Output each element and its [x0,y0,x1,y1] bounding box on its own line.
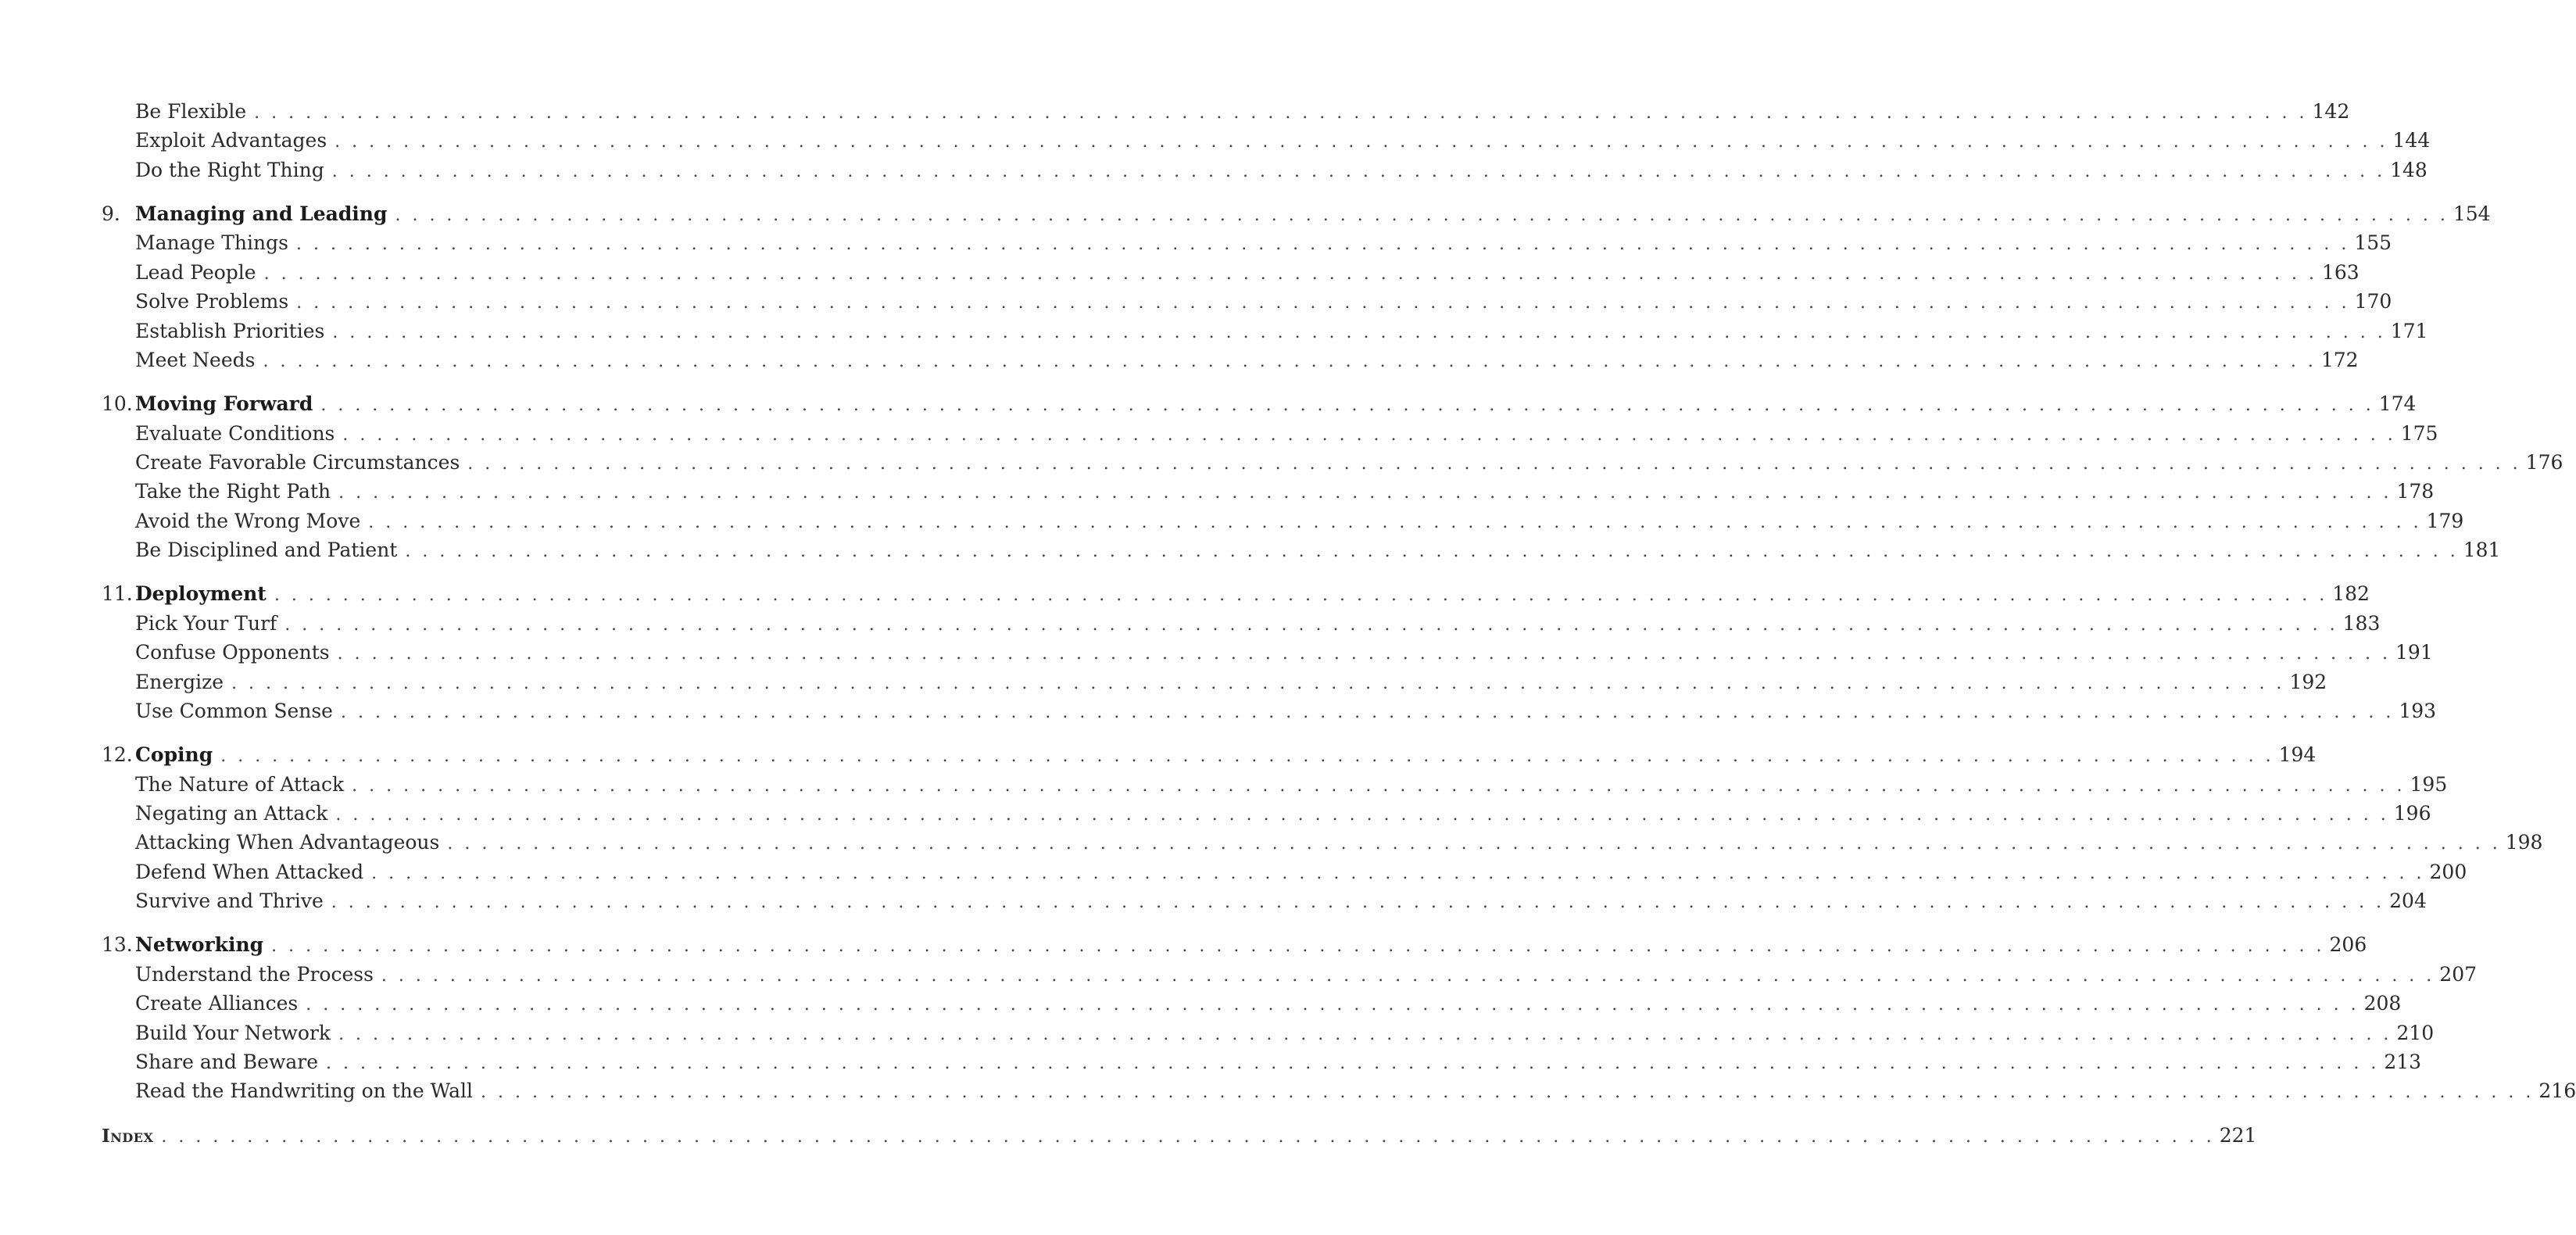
page-number: 193 [2399,700,2437,722]
section-title: Create Favorable Circumstances [135,451,460,474]
toc-section-entry [102,828,2543,857]
page-number: 144 [2392,129,2431,152]
section-title: Establish Priorities [135,320,325,342]
page-number: 204 [2389,890,2427,912]
dot-leader: . . . . . . . . . . . . . . . . . . . . . . . . . . . . . . . . . . . . . . . . . . . . . . . . . . . . . . . . . . . . . . . . . . . . . . . . . . . . . . . . . . . . . . . . . . . . . . . . . . . . . . . . . . . . . . . . . . . . . . . . [263,352,2317,371]
toc-section-entry [102,535,2501,564]
toc-section-entry [102,989,2402,1018]
toc-chapter-entry [102,389,2417,418]
section-title: Create Alliances [135,992,299,1015]
toc-section-entry [102,696,2437,725]
page-number: 195 [2410,773,2448,796]
dot-leader: . . . . . . . . . . . . . . . . . . . . . . . . . . . . . . . . . . . . . . . . . . . . . . . . . . . . . . . . . . . . . . . . . . . . . . . . . . . . . . . . . . . . . . . . . . . . . . . . . . . . . . . . . . . . . . . . . . . . . . . . [161,1127,2215,1147]
toc-section-entry [102,886,2427,915]
page-number: 183 [2342,612,2381,635]
section-title: Avoid the Wrong Move [135,510,361,532]
toc-section-entry [102,419,2438,448]
dot-leader: . . . . . . . . . . . . . . . . . . . . . . . . . . . . . . . . . . . . . . . . . . . . . . . . . . . . . . . . . . . . . . . . . . . . . . . . . . . . . . . . . . . . . . . . . . . . . . . . . . . . . . . . . . . . . . . . . . . . . . . . [342,425,2396,445]
section-title: Take the Right Path [135,480,331,503]
page-number: 210 [2396,1022,2435,1044]
page-number: 154 [2453,202,2491,225]
dot-leader: . . . . . . . . . . . . . . . . . . . . . . . . . . . . . . . . . . . . . . . . . . . . . . . . . . . . . . . . . . . . . . . . . . . . . . . . . . . . . . . . . . . . . . . . . . . . . . . . . . . . . . . . . . . . . . . . . . . . . . . . [335,132,2388,152]
page-number: 208 [2363,992,2402,1015]
toc-section-entry [102,507,2464,535]
section-title: Use Common Sense [135,700,333,722]
toc-chapter-entry [102,199,2491,228]
dot-leader: . . . . . . . . . . . . . . . . . . . . . . . . . . . . . . . . . . . . . . . . . . . . . . . . . . . . . . . . . . . . . . . . . . . . . . . . . . . . . . . . . . . . . . . . . . . . . . . . . . . . . . . . . . . . . . . . . . . . . . . . [337,644,2392,664]
dot-leader: . . . . . . . . . . . . . . . . . . . . . . . . . . . . . . . . . . . . . . . . . . . . . . . . . . . . . . . . . . . . . . . . . . . . . . . . . . . . . . . . . . . . . . . . . . . . . . . . . . . . . . . . . . . . . . . . . . . . . . . . [331,893,2385,912]
section-title: Be Flexible [135,100,247,123]
toc-section-entry [102,126,2431,155]
toc-section-entry [102,770,2448,799]
page-number: 221 [2219,1124,2257,1147]
dot-leader: . . . . . . . . . . . . . . . . . . . . . . . . . . . . . . . . . . . . . . . . . . . . . . . . . . . . . . . . . . . . . . . . . . . . . . . . . . . . . . . . . . . . . . . . . . . . . . . . . . . . . . . . . . . . . . . . . . . . . . . . [231,674,2285,693]
dot-leader: . . . . . . . . . . . . . . . . . . . . . . . . . . . . . . . . . . . . . . . . . . . . . . . . . . . . . . . . . . . . . . . . . . . . . . . . . . . . . . . . . . . . . . . . . . . . . . . . . . . . . . . . . . . . . . . . . . . . . . . . [263,264,2317,284]
toc-section-entry [102,1018,2435,1047]
page-number: 192 [2289,671,2327,693]
dot-leader: . . . . . . . . . . . . . . . . . . . . . . . . . . . . . . . . . . . . . . . . . . . . . . . . . . . . . . . . . . . . . . . . . . . . . . . . . . . . . . . . . . . . . . . . . . . . . . . . . . . . . . . . . . . . . . . . . . . . . . . . [274,585,2328,605]
section-title: Lead People [135,261,256,284]
toc-section-entry [102,97,2350,126]
dot-leader: . . . . . . . . . . . . . . . . . . . . . . . . . . . . . . . . . . . . . . . . . . . . . . . . . . . . . . . . . . . . . . . . . . . . . . . . . . . . . . . . . . . . . . . . . . . . . . . . . . . . . . . . . . . . . . . . . . . . . . . . [405,542,2459,561]
dot-leader: . . . . . . . . . . . . . . . . . . . . . . . . . . . . . . . . . . . . . . . . . . . . . . . . . . . . . . . . . . . . . . . . . . . . . . . . . . . . . . . . . . . . . . . . . . . . . . . . . . . . . . . . . . . . . . . . . . . . . . . . [381,966,2435,986]
dot-leader: . . . . . . . . . . . . . . . . . . . . . . . . . . . . . . . . . . . . . . . . . . . . . . . . . . . . . . . . . . . . . . . . . . . . . . . . . . . . . . . . . . . . . . . . . . . . . . . . . . . . . . . . . . . . . . . . . . . . . . . . [338,1025,2392,1044]
page-number: 213 [2384,1051,2422,1073]
page-number: 174 [2378,392,2417,415]
dot-leader: . . . . . . . . . . . . . . . . . . . . . . . . . . . . . . . . . . . . . . . . . . . . . . . . . . . . . . . . . . . . . . . . . . . . . . . . . . . . . . . . . . . . . . . . . . . . . . . . . . . . . . . . . . . . . . . . . . . . . . . . [254,103,2308,123]
section-title: Do the Right Thing [135,159,324,181]
page-number: 176 [2525,451,2563,474]
page-number: 175 [2400,422,2438,445]
dot-leader: . . . . . . . . . . . . . . . . . . . . . . . . . . . . . . . . . . . . . . . . . . . . . . . . . . . . . . . . . . . . . . . . . . . . . . . . . . . . . . . . . . . . . . . . . . . . . . . . . . . . . . . . . . . . . . . . . . . . . . . . [271,936,2325,956]
toc-section-entry [102,609,2381,638]
dot-leader: . . . . . . . . . . . . . . . . . . . . . . . . . . . . . . . . . . . . . . . . . . . . . . . . . . . . . . . . . . . . . . . . . . . . . . . . . . . . . . . . . . . . . . . . . . . . . . . . . . . . . . . . . . . . . . . . . . . . . . . . [320,396,2374,415]
section-title: Survive and Thrive [135,890,324,912]
dot-leader: . . . . . . . . . . . . . . . . . . . . . . . . . . . . . . . . . . . . . . . . . . . . . . . . . . . . . . . . . . . . . . . . . . . . . . . . . . . . . . . . . . . . . . . . . . . . . . . . . . . . . . . . . . . . . . . . . . . . . . . . [295,234,2350,254]
page-number: 179 [2426,510,2464,532]
chapter-number: 12. [102,743,133,766]
section-title: Share and Beware [135,1051,318,1073]
toc-section-entry [102,317,2428,345]
section-title: Confuse Opponents [135,641,330,664]
section-title: Build Your Network [135,1022,331,1044]
chapter-title: Coping [135,743,213,766]
page-number: 182 [2332,582,2370,605]
toc-chapter-entry [102,579,2370,608]
page-number: 172 [2320,349,2359,371]
dot-leader: . . . . . . . . . . . . . . . . . . . . . . . . . . . . . . . . . . . . . . . . . . . . . . . . . . . . . . . . . . . . . . . . . . . . . . . . . . . . . . . . . . . . . . . . . . . . . . . . . . . . . . . . . . . . . . . . . . . . . . . . [220,746,2274,766]
page-number: 148 [2390,159,2428,181]
page-number: 170 [2354,290,2392,313]
dot-leader: . . . . . . . . . . . . . . . . . . . . . . . . . . . . . . . . . . . . . . . . . . . . . . . . . . . . . . . . . . . . . . . . . . . . . . . . . . . . . . . . . . . . . . . . . . . . . . . . . . . . . . . . . . . . . . . . . . . . . . . . [332,323,2386,342]
page-number: 155 [2354,231,2392,254]
toc-section-entry [102,638,2433,667]
section-title: Energize [135,671,224,693]
section-title: Evaluate Conditions [135,422,335,445]
toc-section-entry [102,156,2428,184]
dot-leader: . . . . . . . . . . . . . . . . . . . . . . . . . . . . . . . . . . . . . . . . . . . . . . . . . . . . . . . . . . . . . . . . . . . . . . . . . . . . . . . . . . . . . . . . . . . . . . . . . . . . . . . . . . . . . . . . . . . . . . . . [284,615,2338,635]
page-number: 171 [2390,320,2428,342]
dot-leader: . . . . . . . . . . . . . . . . . . . . . . . . . . . . . . . . . . . . . . . . . . . . . . . . . . . . . . . . . . . . . . . . . . . . . . . . . . . . . . . . . . . . . . . . . . . . . . . . . . . . . . . . . . . . . . . . . . . . . . . . [371,864,2425,883]
section-title: Be Disciplined and Patient [135,539,398,561]
toc-section-entry [102,799,2431,828]
page-number: 194 [2278,743,2317,766]
dot-leader: . . . . . . . . . . . . . . . . . . . . . . . . . . . . . . . . . . . . . . . . . . . . . . . . . . . . . . . . . . . . . . . . . . . . . . . . . . . . . . . . . . . . . . . . . . . . . . . . . . . . . . . . . . . . . . . . . . . . . . . . [368,513,2422,532]
chapter-title: Moving Forward [135,392,313,415]
toc-section-entry [102,477,2435,506]
toc-section-entry [102,287,2392,316]
page-number: 206 [2329,933,2367,956]
chapter-number: 11. [102,582,133,605]
chapter-title: Deployment [135,582,267,605]
page-number: 181 [2463,539,2501,561]
page-number: 178 [2396,480,2435,503]
chapter-title: Managing and Leading [135,202,388,225]
dot-leader: . . . . . . . . . . . . . . . . . . . . . . . . . . . . . . . . . . . . . . . . . . . . . . . . . . . . . . . . . . . . . . . . . . . . . . . . . . . . . . . . . . . . . . . . . . . . . . . . . . . . . . . . . . . . . . . . . . . . . . . . [447,834,2501,854]
page-number: 200 [2429,861,2467,883]
toc-index-entry [102,1121,2257,1150]
chapter-number: 10. [102,392,133,415]
section-title: Defend When Attacked [135,861,364,883]
toc-section-entry [102,668,2327,696]
toc-chapter-entry [102,740,2317,769]
toc-section-entry [102,448,2563,477]
dot-leader: . . . . . . . . . . . . . . . . . . . . . . . . . . . . . . . . . . . . . . . . . . . . . . . . . . . . . . . . . . . . . . . . . . . . . . . . . . . . . . . . . . . . . . . . . . . . . . . . . . . . . . . . . . . . . . . . . . . . . . . . [331,162,2386,181]
toc-section-entry [102,258,2360,287]
section-title: Read the Handwriting on the Wall [135,1079,474,1102]
toc-section-entry [102,857,2467,886]
page-number: 163 [2321,261,2360,284]
section-title: Attacking When Advantageous [135,831,440,854]
dot-leader: . . . . . . . . . . . . . . . . . . . . . . . . . . . . . . . . . . . . . . . . . . . . . . . . . . . . . . . . . . . . . . . . . . . . . . . . . . . . . . . . . . . . . . . . . . . . . . . . . . . . . . . . . . . . . . . . . . . . . . . . [326,1054,2380,1073]
section-title: Solve Problems [135,290,289,313]
section-title: Pick Your Turf [135,612,277,635]
dot-leader: . . . . . . . . . . . . . . . . . . . . . . . . . . . . . . . . . . . . . . . . . . . . . . . . . . . . . . . . . . . . . . . . . . . . . . . . . . . . . . . . . . . . . . . . . . . . . . . . . . . . . . . . . . . . . . . . . . . . . . . . [338,483,2392,503]
section-title: Understand the Process [135,963,374,986]
toc-chapter-entry [102,930,2367,959]
dot-leader: . . . . . . . . . . . . . . . . . . . . . . . . . . . . . . . . . . . . . . . . . . . . . . . . . . . . . . . . . . . . . . . . . . . . . . . . . . . . . . . . . . . . . . . . . . . . . . . . . . . . . . . . . . . . . . . . . . . . . . . . [352,776,2406,796]
index-title: Index [102,1126,154,1147]
dot-leader: . . . . . . . . . . . . . . . . . . . . . . . . . . . . . . . . . . . . . . . . . . . . . . . . . . . . . . . . . . . . . . . . . . . . . . . . . . . . . . . . . . . . . . . . . . . . . . . . . . . . . . . . . . . . . . . . . . . . . . . . [340,703,2395,722]
dot-leader: . . . . . . . . . . . . . . . . . . . . . . . . . . . . . . . . . . . . . . . . . . . . . . . . . . . . . . . . . . . . . . . . . . . . . . . . . . . . . . . . . . . . . . . . . . . . . . . . . . . . . . . . . . . . . . . . . . . . . . . . [296,293,2350,313]
dot-leader: . . . . . . . . . . . . . . . . . . . . . . . . . . . . . . . . . . . . . . . . . . . . . . . . . . . . . . . . . . . . . . . . . . . . . . . . . . . . . . . . . . . . . . . . . . . . . . . . . . . . . . . . . . . . . . . . . . . . . . . . [306,995,2360,1015]
chapter-number: 13. [102,933,133,956]
page-number: 207 [2439,963,2478,986]
dot-leader: . . . . . . . . . . . . . . . . . . . . . . . . . . . . . . . . . . . . . . . . . . . . . . . . . . . . . . . . . . . . . . . . . . . . . . . . . . . . . . . . . . . . . . . . . . . . . . . . . . . . . . . . . . . . . . . . . . . . . . . . [481,1083,2535,1102]
toc-section-entry [102,1076,2576,1105]
section-title: Meet Needs [135,349,256,371]
toc-section-entry [102,1047,2422,1076]
page-number: 191 [2395,641,2433,664]
toc-section-entry [102,228,2392,257]
page-number: 196 [2393,802,2431,825]
page-number: 142 [2312,100,2350,123]
page-number: 198 [2505,831,2543,854]
toc-section-entry [102,960,2478,989]
dot-leader: . . . . . . . . . . . . . . . . . . . . . . . . . . . . . . . . . . . . . . . . . . . . . . . . . . . . . . . . . . . . . . . . . . . . . . . . . . . . . . . . . . . . . . . . . . . . . . . . . . . . . . . . . . . . . . . . . . . . . . . . [467,454,2521,474]
chapter-number: 9. [102,202,120,225]
dot-leader: . . . . . . . . . . . . . . . . . . . . . . . . . . . . . . . . . . . . . . . . . . . . . . . . . . . . . . . . . . . . . . . . . . . . . . . . . . . . . . . . . . . . . . . . . . . . . . . . . . . . . . . . . . . . . . . . . . . . . . . . [335,805,2389,825]
section-title: The Nature of Attack [135,773,345,796]
dot-leader: . . . . . . . . . . . . . . . . . . . . . . . . . . . . . . . . . . . . . . . . . . . . . . . . . . . . . . . . . . . . . . . . . . . . . . . . . . . . . . . . . . . . . . . . . . . . . . . . . . . . . . . . . . . . . . . . . . . . . . . . [395,206,2449,225]
section-title: Exploit Advantages [135,129,327,152]
toc-section-entry [102,345,2359,374]
section-title: Negating an Attack [135,802,328,825]
section-title: Manage Things [135,231,288,254]
page-number: 216 [2538,1079,2576,1102]
chapter-title: Networking [135,933,264,956]
